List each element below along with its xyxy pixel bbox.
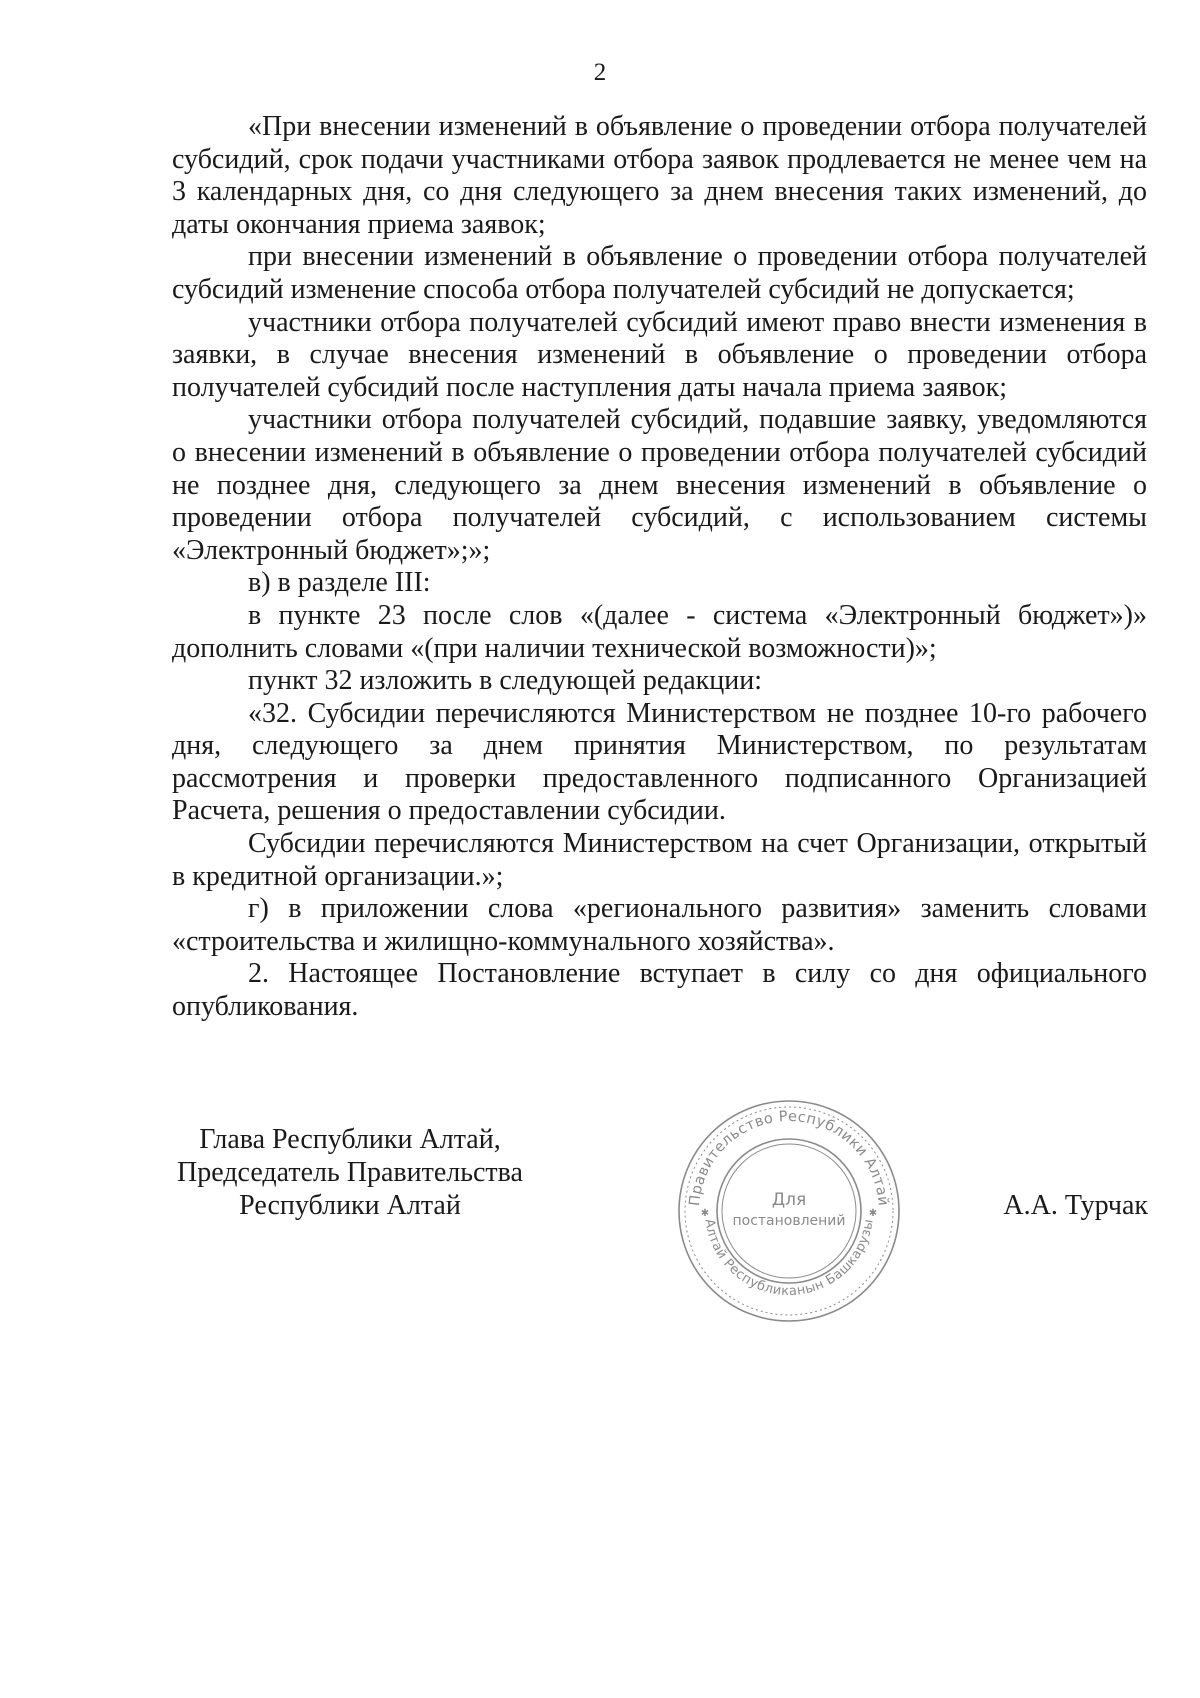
paragraph-amendment-deadline: «При внесении изменений в объявление о проведении отбора получателей субсидий, срок подачи участниками отбора заявок продлевается не менее чем на 3 календарных дня, со дня следующего за днем внесения таких изменений, до даты окончания приема заявок; bbox=[172, 111, 1147, 240]
paragraph-appendix-change: г) в приложении слова «регионального развития» заменить словами «строительства и жилищно-коммунального хозяйства». bbox=[172, 893, 1147, 957]
seal-graphic bbox=[675, 1097, 903, 1325]
seal-outer-text: Правительство Республики Алтай bbox=[687, 1108, 891, 1207]
seal-star-icon: ✱ bbox=[700, 1208, 710, 1219]
paragraph-selection-method: при внесении изменений в объявление о проведении отбора получателей субсидий изменение способа отбора получателей субсидий не допускается; bbox=[172, 241, 1147, 305]
paragraph-subsidy-account: Субсидии перечисляются Министерством на счет Организации, открытый в кредитной организации.»; bbox=[172, 828, 1147, 892]
official-seal bbox=[675, 1097, 903, 1325]
seal-star-icon: ✱ bbox=[868, 1208, 878, 1219]
page-number: 2 bbox=[593, 59, 607, 86]
signatory-title-line: Глава Республики Алтай, bbox=[199, 1124, 501, 1155]
paragraph-item-32-intro: пункт 32 изложить в следующей редакции: bbox=[248, 665, 762, 697]
seal-lower-text: Алтай Республиканын Башкарузы bbox=[701, 1217, 877, 1300]
signatory-title-line: Республики Алтай bbox=[239, 1190, 461, 1221]
paragraph-item-23: в пункте 23 после слов «(далее - система «Электронный бюджет»)» дополнить словами «(при наличии технической возможности)»; bbox=[172, 599, 1147, 664]
seal-inner-line: Для bbox=[771, 1190, 807, 1210]
paragraph-notification: участники отбора получателей субсидий, подавшие заявку, уведомляются о внесении изменений в объявление о проведении отбора получателей субсидий не позднее дня, следующего за днем внесения изменений в объявление о проведении отбора получателей субсидий, с использованием системы «Электронный бюджет»;»; bbox=[172, 404, 1147, 566]
seal-inner-line: постановлений bbox=[732, 1213, 846, 1229]
signatory-title-line: Председатель Правительства bbox=[177, 1157, 523, 1188]
paragraph-item-32-text: «32. Субсидии перечисляются Министерством не позднее 10-го рабочего дня, следующего за днем принятия Министерством, по результатам рассмотрения и проверки предоставленного подписанного Организацией Расчета, решения о предоставлении субсидии. bbox=[172, 697, 1147, 827]
paragraph-section-iii: в) в разделе III: bbox=[248, 567, 431, 599]
signatory-title bbox=[150, 1123, 550, 1222]
paragraph-entry-into-force: 2. Настоящее Постановление вступает в силу со дня официального опубликования. bbox=[172, 958, 1147, 1023]
paragraph-participant-changes: участники отбора получателей субсидий имеют право внести изменения в заявки, в случае внесения изменений в объявление о проведении отбора получателей субсидий после наступления даты начала приема заявок; bbox=[172, 306, 1147, 403]
signatory-name: А.А. Турчак bbox=[1003, 1190, 1148, 1221]
document-body bbox=[172, 111, 1147, 1024]
